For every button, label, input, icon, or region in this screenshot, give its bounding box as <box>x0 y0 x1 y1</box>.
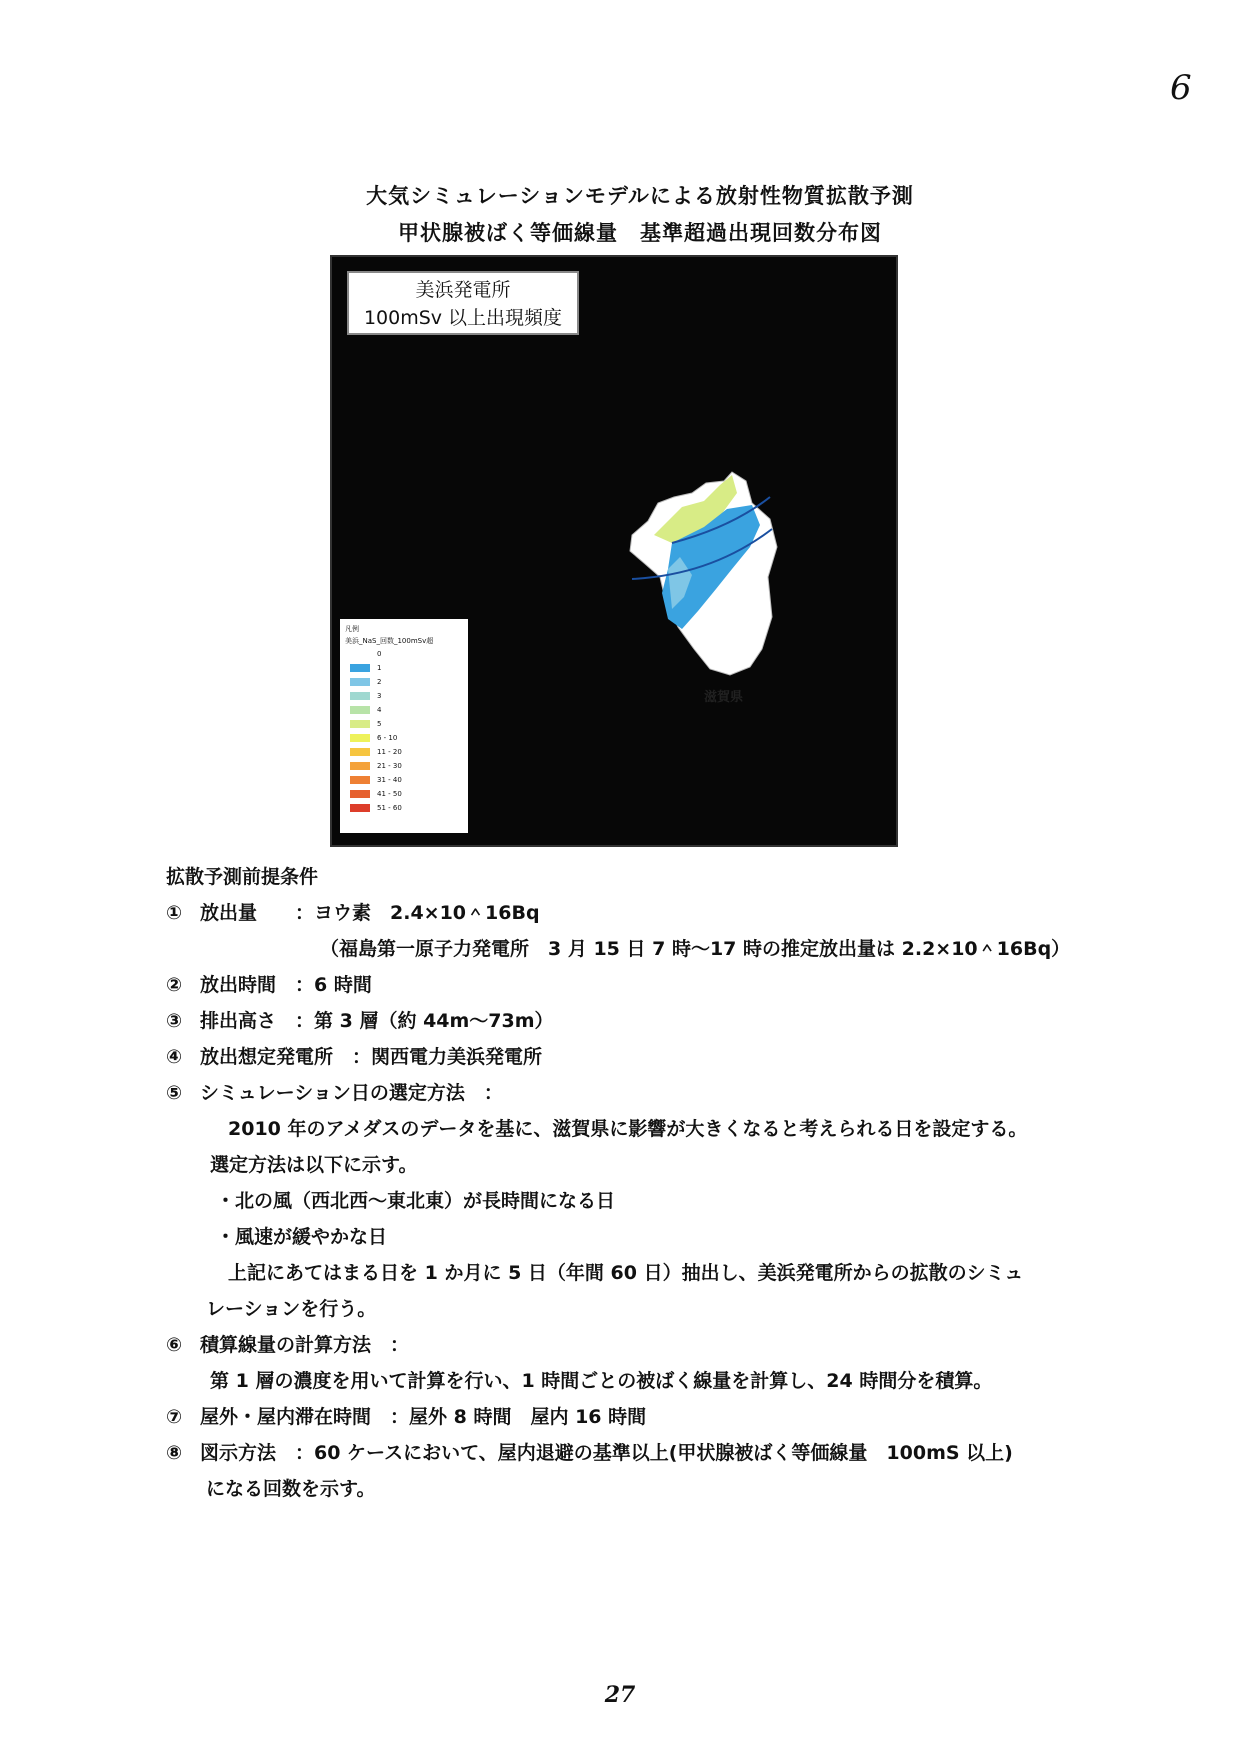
condition-line: 上記にあてはまる日を 1 か月に 5 日（年間 60 日）抽出し、美浜発電所からの拡散のシミュ <box>228 1262 1024 1284</box>
prefecture-label: 滋賀県 <box>704 690 744 705</box>
legend-swatch <box>350 692 370 700</box>
condition-line: ① 放出量 ：ヨウ素 2.4×10＾16Bq <box>166 902 540 924</box>
map-label-plant: 美浜発電所 <box>415 279 511 301</box>
condition-line: 第 1 層の濃度を用いて計算を行い、1 時間ごとの被ばく線量を計算し、24 時間分を積算。 <box>210 1370 993 1392</box>
legend-label: 3 <box>377 692 382 700</box>
legend-label: 21 - 30 <box>377 762 402 770</box>
condition-line: ・北の風（西北西～東北東）が長時間になる日 <box>216 1190 616 1212</box>
legend-subtitle: 美浜_NaS_回数_100mSv超 <box>345 637 434 645</box>
legend-swatch <box>350 650 370 658</box>
legend-label: 11 - 20 <box>377 748 402 756</box>
map-label-threshold: 100mSv 以上出現頻度 <box>363 307 563 329</box>
legend-item <box>350 689 468 703</box>
legend-item <box>350 647 468 661</box>
condition-line: （福島第一原子力発電所 3 月 15 日 7 時～17 時の推定放出量は 2.2×10＾16Bq） <box>320 938 1071 960</box>
legend-swatch <box>350 734 370 742</box>
legend-label: 6 - 10 <box>377 734 398 742</box>
legend-label: 5 <box>377 720 382 728</box>
condition-line: ・風速が緩やかな日 <box>216 1226 388 1248</box>
condition-line: 2010 年のアメダスのデータを基に、滋賀県に影響が大きくなると考えられる日を設定する。 <box>228 1118 1028 1140</box>
condition-line: ⑦ 屋外・屋内滞在時間 ：屋外 8 時間 屋内 16 時間 <box>166 1406 647 1428</box>
condition-line: ③ 排出高さ ：第 3 層（約 44m～73m） <box>166 1010 554 1032</box>
map-legend <box>340 619 468 833</box>
legend-label: 2 <box>377 678 382 686</box>
condition-line: ⑧ 図示方法 ：60 ケースにおいて、屋内退避の基準以上(甲状腺被ばく等価線量 100mS 以上) <box>166 1442 1013 1464</box>
handwritten-page-mark: 6 <box>1170 68 1192 108</box>
document-title-line2: 甲状腺被ばく等価線量 基準超過出現回数分布図 <box>398 221 882 245</box>
legend-swatch <box>350 720 370 728</box>
legend-title: 凡例 <box>345 625 359 633</box>
legend-swatch <box>350 804 370 812</box>
document-title-line1: 大気シミュレーションモデルによる放射性物質拡散予測 <box>366 184 914 208</box>
legend-item <box>350 675 468 689</box>
condition-line: ② 放出時間 ：6 時間 <box>166 974 372 996</box>
legend-item <box>350 717 468 731</box>
legend-swatch <box>350 776 370 784</box>
condition-line: ④ 放出想定発電所 ：関西電力美浜発電所 <box>166 1046 543 1068</box>
legend-swatch <box>350 762 370 770</box>
legend-swatch <box>350 790 370 798</box>
legend-label: 4 <box>377 706 382 714</box>
legend-item <box>350 661 468 675</box>
legend-label: 51 - 60 <box>377 804 402 812</box>
legend-item <box>350 745 468 759</box>
legend-item <box>350 759 468 773</box>
legend-label: 0 <box>377 650 382 658</box>
page-number: 27 <box>604 1682 636 1708</box>
legend-item <box>350 731 468 745</box>
conditions-heading: 拡散予測前提条件 <box>166 866 319 888</box>
condition-line: ⑥ 積算線量の計算方法 ： <box>166 1334 410 1356</box>
legend-item <box>350 703 468 717</box>
condition-line: になる回数を示す。 <box>206 1478 376 1500</box>
legend-swatch <box>350 706 370 714</box>
legend-swatch <box>350 678 370 686</box>
legend-rows <box>340 647 468 815</box>
legend-swatch <box>350 664 370 672</box>
legend-item <box>350 801 468 815</box>
legend-label: 41 - 50 <box>377 790 402 798</box>
condition-line: レーションを行う。 <box>206 1298 377 1320</box>
dispersion-map <box>330 255 898 847</box>
legend-label: 1 <box>377 664 382 672</box>
condition-line: ⑤ シミュレーション日の選定方法 ： <box>166 1082 503 1104</box>
legend-item <box>350 773 468 787</box>
legend-label: 31 - 40 <box>377 776 402 784</box>
condition-line: 選定方法は以下に示す。 <box>210 1154 418 1176</box>
legend-swatch <box>350 748 370 756</box>
legend-item <box>350 787 468 801</box>
